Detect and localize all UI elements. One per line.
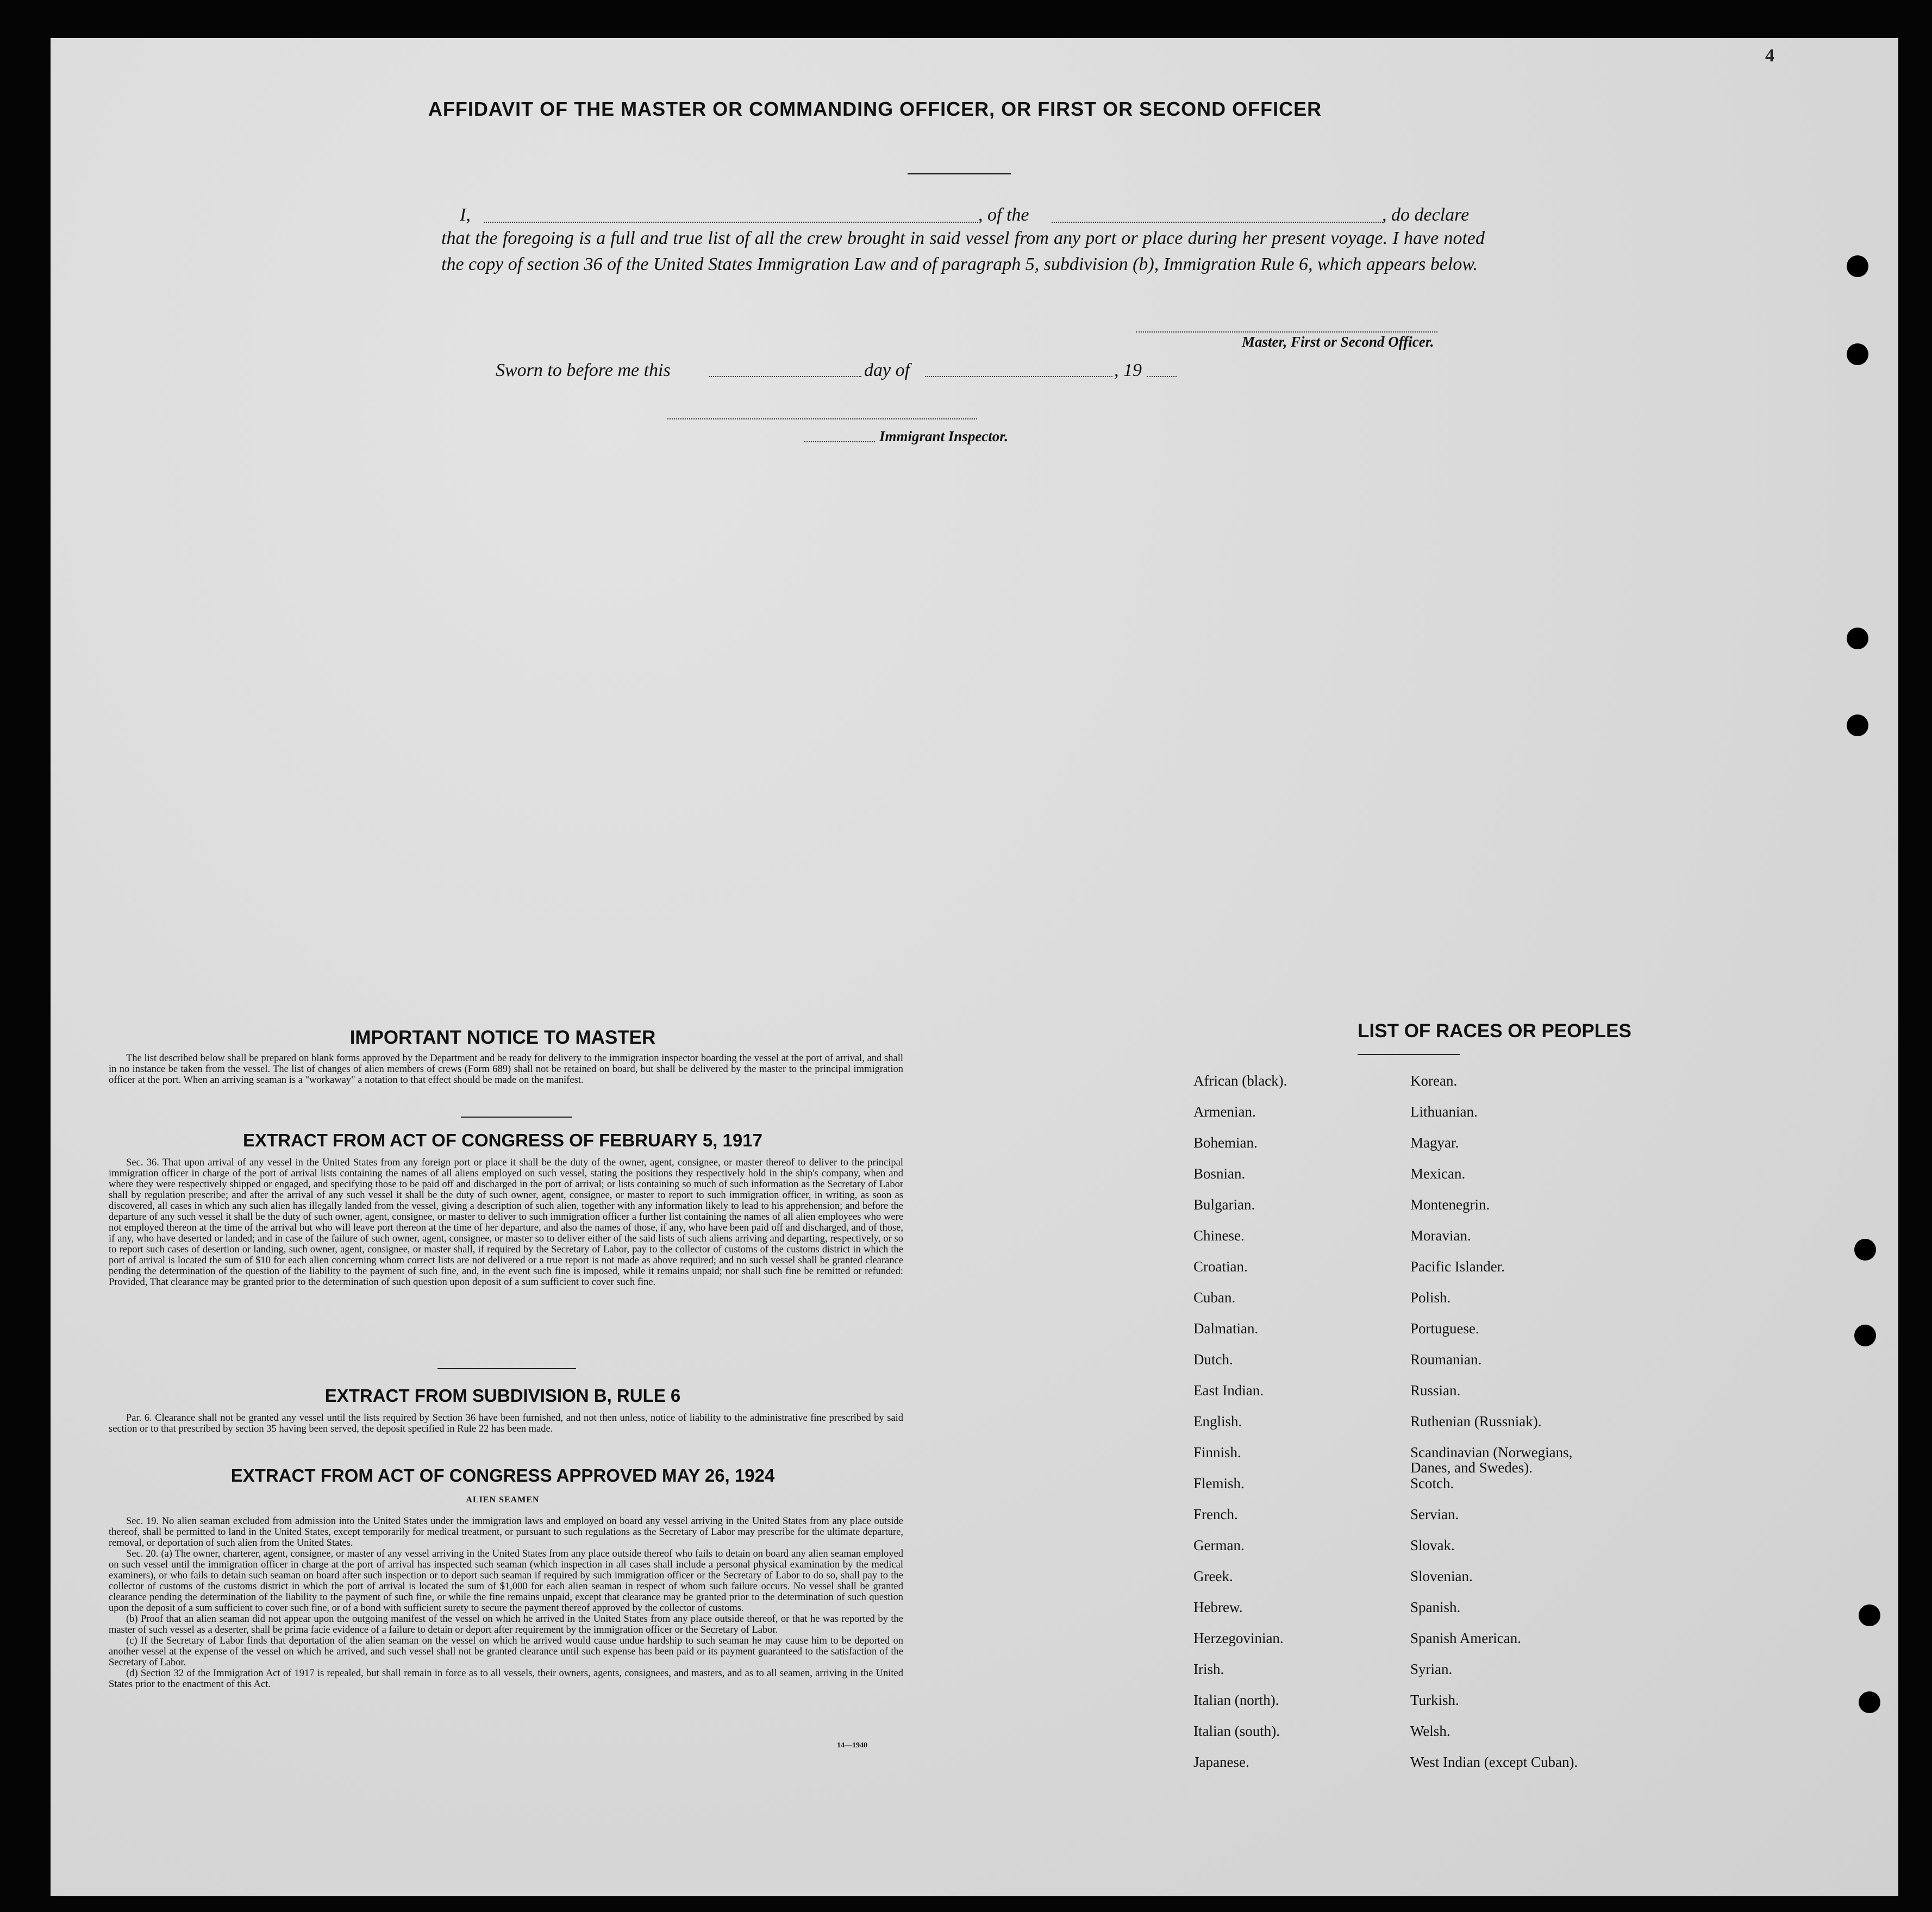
inspector-short-line xyxy=(804,441,875,442)
affidavit-i: I, xyxy=(460,205,471,225)
race-item: Pacific Islander. xyxy=(1410,1258,1505,1275)
affidavit-of-the: , of the xyxy=(978,205,1029,225)
punch-hole xyxy=(1854,1325,1876,1346)
race-item: Bohemian. xyxy=(1193,1134,1258,1151)
race-item: Chinese. xyxy=(1193,1227,1245,1244)
race-item: Scotch. xyxy=(1410,1475,1454,1491)
race-item: Moravian. xyxy=(1410,1227,1471,1244)
race-item: Lithuanian. xyxy=(1410,1104,1478,1120)
inspector-caption: Immigrant Inspector. xyxy=(879,428,1009,444)
race-item: Greek. xyxy=(1193,1568,1233,1584)
race-item: Hebrew. xyxy=(1193,1599,1243,1615)
alien-seamen-subtitle: ALIEN SEAMEN xyxy=(466,1495,540,1504)
master-caption: Master, First or Second Officer. xyxy=(1242,334,1434,350)
punch-hole xyxy=(1859,1604,1880,1626)
punch-hole xyxy=(1847,714,1868,736)
race-item: Dalmatian. xyxy=(1193,1320,1259,1337)
race-item: Magyar. xyxy=(1410,1134,1459,1151)
race-item: Portuguese. xyxy=(1410,1320,1479,1337)
race-item: Italian (south). xyxy=(1193,1723,1280,1739)
extract-1924-title: EXTRACT FROM ACT OF CONGRESS APPROVED MAY 26, 1924 xyxy=(230,1465,775,1485)
race-item: Herzegovinian. xyxy=(1193,1630,1284,1646)
race-item: Finnish. xyxy=(1193,1444,1241,1460)
name-blank-line xyxy=(484,222,978,223)
race-item: East Indian. xyxy=(1193,1382,1264,1399)
notice-text: The list described below shall be prepared on blank forms approved by the Department and be ready for delivery to the immigration inspector boarding the vessel at the port of arrival, and shall in no instance be taken from the vessel. The list of changes of alien members of crews (Form 689) shall not be retained on board, but shall be delivered by the master to the principal immigration officer at the port. When an arriving seaman is a "workaway" a notation to that effect should be made on the manifest. xyxy=(109,1053,903,1086)
races-underline xyxy=(1358,1054,1460,1055)
divider-1 xyxy=(461,1117,572,1118)
extract-1924-text: Sec. 19. No alien seaman excluded from admission into the United States under the immigration laws and employed on board any vessel arriving in the United States from any place outside thereof, shall be permitted to land in the United States, except temporarily for medical treatment, or pursuant to such regulations as the Secretary of Labor may prescribe for the ultimate departure, removal, or deportation of such alien from the United States. Sec. 20. (a) The owner, charterer, agent, consignee, or master of any vessel arriving in the United States from any place outside thereof who fails to detain on board any alien seaman employed on such vessel until the immigration officer in charge at the port of arrival has inspected such seaman (which inspection in all cases shall include a personal physical examination by the medical examiners), or who fails to detain such seaman on board after such inspection or to deport such seaman if required by such immigration officer or the Secretary of Labor to do so, shall pay to the collector of customs of the customs district in which the port of arrival is located the sum of $1,000 for each alien seaman in respect of whom such failure occurs. No vessel shall be granted clearance pending the determination of the liability to the payment of such fine, or while the fine remains unpaid, except that clearance may be granted prior to the determination of such question upon the deposit of a sum sufficient to cover such fine, or of a bond with sufficient surety to secure the payment thereof approved by the collector of customs. (b) Proof that an alien seaman did not appear upon the outgoing manifest of the vessel on which he arrived in the United States from any place outside thereof, or that he was reported by the master of such vessel as a deserter, shall be prima facie evidence of a failure to detain or deport after requirement by the immigration officer or the Secretary of Labor. (c) If the Secretary of Labor finds that deportation of the alien seaman on the vessel on which he arrived would cause undue hardship to such seaman he may cause him to be deported on another vessel at the expense of the vessel on which he arrived, and such vessel shall not be granted clearance until such expense has been paid or its payment guaranteed to the satisfaction of the Secretary of Labor. (d) Section 32 of the Immigration Act of 1917 is repealed, but shall remain in force as to all vessels, their owners, agents, consignees, and masters, and as to all seamen, arriving in the United States prior to the enactment of this Act. xyxy=(109,1516,903,1690)
extract-rule6-title: EXTRACT FROM SUBDIVISION B, RULE 6 xyxy=(324,1386,681,1406)
extract-1917-title: EXTRACT FROM ACT OF CONGRESS OF FEBRUARY 5, 1917 xyxy=(243,1130,762,1150)
sworn-year-line xyxy=(1147,376,1177,377)
race-item: Roumanian. xyxy=(1410,1351,1482,1368)
extract-rule6-text: Par. 6. Clearance shall not be granted any vessel until the lists required by Section 36 have been furnished, and not then unless, notice of liability to the administrative fine prescribed by said section or to that prescribed by section 35 having been served, the deposit specified in Rule 22 has been made. xyxy=(109,1413,903,1434)
race-item: West Indian (except Cuban). xyxy=(1410,1754,1578,1770)
affidavit-declare: , do declare xyxy=(1382,205,1470,225)
race-item: Flemish. xyxy=(1193,1475,1245,1491)
races-title: LIST OF RACES OR PEOPLES xyxy=(1358,1020,1631,1042)
race-item: Ruthenian (Russniak). xyxy=(1410,1413,1542,1430)
race-item: Polish. xyxy=(1410,1289,1451,1306)
race-item: English. xyxy=(1193,1413,1242,1430)
race-item: Mexican. xyxy=(1410,1165,1466,1182)
race-item: Bosnian. xyxy=(1193,1165,1246,1182)
punch-hole xyxy=(1854,1239,1876,1261)
race-item: Spanish American. xyxy=(1410,1630,1521,1646)
race-item: French. xyxy=(1193,1506,1238,1522)
title-underline xyxy=(908,173,1011,174)
race-item: Turkish. xyxy=(1410,1692,1459,1708)
form-number: 14—1940 xyxy=(837,1741,867,1750)
sworn-day-of: day of xyxy=(864,360,910,380)
affidavit-title: AFFIDAVIT OF THE MASTER OR COMMANDING OFFICER, OR FIRST OR SECOND OFFICER xyxy=(428,98,1322,120)
race-item: Korean. xyxy=(1410,1073,1458,1089)
notice-title: IMPORTANT NOTICE TO MASTER xyxy=(349,1027,656,1048)
race-item: Croatian. xyxy=(1193,1258,1248,1275)
race-item: Slovak. xyxy=(1410,1537,1455,1553)
page-mark: 4 xyxy=(1765,46,1774,66)
race-item: Montenegrin. xyxy=(1410,1196,1490,1213)
sworn-day-line xyxy=(709,376,861,377)
master-signature-line xyxy=(1136,331,1437,333)
extract-1917-text: Sec. 36. That upon arrival of any vessel in the United States from any foreign port or place it shall be the duty of the owner, agent, consignee, or master thereof to deliver to the principal immigration officer in charge of the port of arrival lists containing the names of all aliens employed on such vessel, stating the positions they respectively hold in the ship's company, when and where they were respectively shipped or engaged, and specifying those to be paid off and discharged in the port of arrival; or lists containing so much of such information as the Secretary of Labor shall by regulation prescribe; and after the arrival of any such vessel it shall be the duty of such owner, agent, consignee, or master to report to such immigration officer, in writing, as soon as discovered, all cases in which any such alien has illegally landed from the vessel, giving a description of such alien, together with any information likely to lead to his apprehension; and before the departure of any such vessel it shall be the duty of such owner, agent, consignee, or master to deliver to such immigration officer a further list containing the names of all alien employees who were not employed thereon at the time of the arrival but who will leave port thereon at the time of her departure, and also the names of those, if any, who have been paid off and discharged, and of those, if any, who have deserted or landed; and in case of the failure of such owner, agent, consignee, or master so to deliver either of the said lists of such aliens arriving and departing, respectively, or so to report such cases of desertion or landing, such owner, agent, consignee, or master shall, if required by the Secretary of Labor, pay to the collector of customs of the customs district in which the port of arrival is located the sum of $10 for each alien concerning whom correct lists are not delivered or a true report is not made as above required; and no such vessel shall be granted clearance pending the determination of the question of the liability to the payment of such fine, and, in the event such fine is imposed, while it remains unpaid; nor shall such fine be remitted or refunded: Provided, That clearance may be granted prior to the determination of such question upon deposit of a sum sufficient to cover such fine. xyxy=(109,1157,903,1288)
punch-hole xyxy=(1859,1691,1880,1713)
affidavit-body: that the foregoing is a full and true list of all the crew brought in said vessel from any port or place during her present voyage. I have noted the copy of section 36 of the United States Immigration Law and of paragraph 5, subdivision (b), Immigration Rule 6, which appears below. xyxy=(441,228,1485,274)
race-item: Armenian. xyxy=(1193,1104,1256,1120)
race-item: Italian (north). xyxy=(1193,1692,1279,1708)
sworn-year: , 19 xyxy=(1114,360,1142,380)
punch-hole xyxy=(1847,628,1868,649)
race-item: African (black). xyxy=(1193,1073,1287,1089)
race-item: Dutch. xyxy=(1193,1351,1233,1368)
vessel-blank-line xyxy=(1052,222,1383,223)
race-item: Servian. xyxy=(1410,1506,1459,1522)
race-item: Syrian. xyxy=(1410,1661,1453,1677)
sworn-month-line xyxy=(925,376,1112,377)
race-item: Slovenian. xyxy=(1410,1568,1473,1584)
punch-hole xyxy=(1847,343,1868,365)
sworn-text: Sworn to before me this xyxy=(496,360,671,380)
race-item: Cuban. xyxy=(1193,1289,1236,1306)
race-item: Japanese. xyxy=(1193,1754,1249,1770)
race-item: Russian. xyxy=(1410,1382,1461,1399)
race-item: Scandinavian (Norwegians, Danes, and Swedes). xyxy=(1410,1444,1573,1476)
divider-2 xyxy=(437,1368,576,1369)
race-item: Bulgarian. xyxy=(1193,1196,1255,1213)
race-item: Irish. xyxy=(1193,1661,1224,1677)
race-item: Spanish. xyxy=(1410,1599,1461,1615)
punch-hole xyxy=(1847,255,1868,277)
race-item: German. xyxy=(1193,1537,1245,1553)
race-item: Welsh. xyxy=(1410,1723,1450,1739)
inspector-signature-line xyxy=(667,418,977,419)
